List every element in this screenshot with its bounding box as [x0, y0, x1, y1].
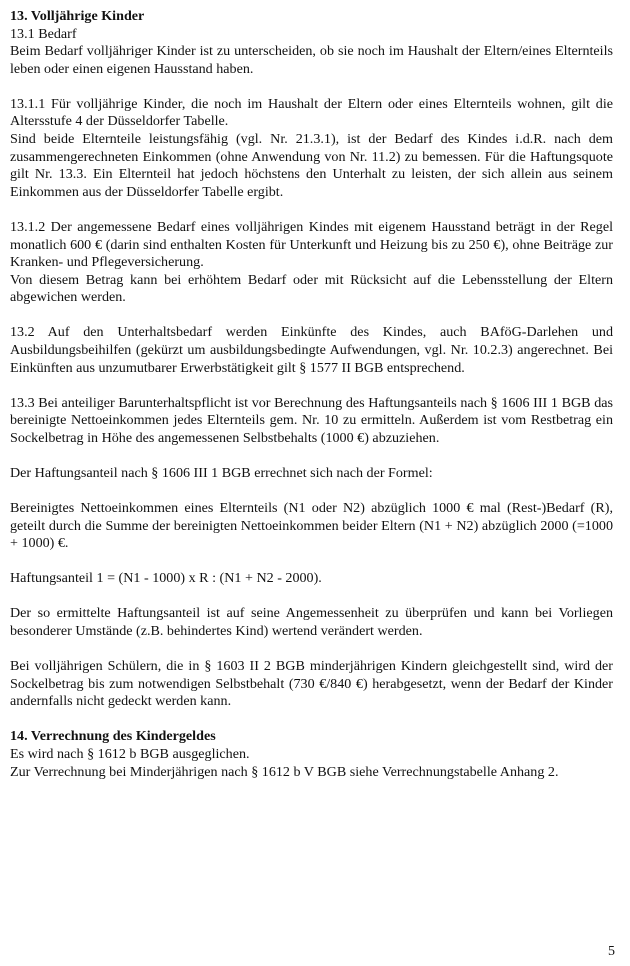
document-page: [10, 8, 613, 781]
section-14-heading: 14. Verrechnung des Kindergeldes: [10, 728, 216, 745]
section-13-intro-paragraph: Beim Bedarf volljähriger Kinder ist zu unterscheiden, ob sie noch im Haushalt der Eltern/eines Elternteils leben oder einen eigenen Hausstand haben.: [10, 43, 613, 77]
paragraph-formula-intro: Der Haftungsanteil nach § 1606 III 1 BGB errechnet sich nach der Formel:: [10, 464, 433, 481]
paragraph-formula-description: Bereinigtes Nettoeinkommen eines Elternteils (N1 oder N2) abzüglich 1000 € mal (Rest-)Bedarf (R), geteilt durch die Summe der bereinigten Nettoeinkommen beider Eltern (N1 + N2) abzüglich 2000 (=1000 + 1000) €.: [10, 500, 613, 552]
paragraph-13-3: 13.3 Bei anteiliger Barunterhaltspflicht ist vor Berechnung des Haftungsanteils nach § 1606 III 1 BGB das bereinigte Nettoeinkommen jedes Elternteils gem. Nr. 10 zu ermitteln. Außerdem ist vom Restbetrag ein Sockelbetrag in Höhe des angemessenen Selbstbehalts (1000 €) abzuziehen.: [10, 394, 613, 446]
paragraph-13-1-2-b: Von diesem Betrag kann bei erhöhtem Bedarf oder mit Rücksicht auf die Lebensstellung der Eltern abgewichen werden.: [10, 271, 613, 306]
page-number: 5: [608, 944, 615, 959]
paragraph-appropriateness-check: Der so ermittelte Haftungsanteil ist auf seine Angemessenheit zu überprüfen und kann bei Vorliegen besonderer Umstände (z.B. behindertes Kind) wertend verändert werden.: [10, 605, 613, 640]
paragraph-13-2: 13.2 Auf den Unterhaltsbedarf werden Einkünfte des Kindes, auch BAföG-Darlehen und Ausbildungsbeihilfen (gekürzt um ausbildungsbedingte Aufwendungen, vgl. Nr. 10.2.3) angerechnet. Bei Einkünften aus unzumutbarer Erwerbstätigkeit gilt § 1577 II BGB entsprechend.: [10, 324, 613, 376]
section-13-1-subheading: 13.1 Bedarf: [10, 25, 77, 42]
section-13-heading: 13. Volljährige Kinder: [10, 8, 145, 24]
paragraph-13-1-2-a: 13.1.2 Der angemessene Bedarf eines volljährigen Kindes mit eigenem Hausstand beträgt in der Regel monatlich 600 € (darin sind enthalten Kosten für Unterkunft und Heizung bis zu 250 €), ohne Beiträge zur Kranken- und Pflegeversicherung.: [10, 218, 613, 271]
section-14-line-2: Zur Verrechnung bei Minderjährigen nach § 1612 b V BGB siehe Verrechnungstabelle Anhang 2.: [10, 763, 559, 780]
paragraph-13-1-1-b: Sind beide Elternteile leistungsfähig (vgl. Nr. 21.3.1), ist der Bedarf des Kindes i.d.R. nach dem zusammengerechneten Einkommen (ohne Anwendung von Nr. 11.2) zu bemessen. Für die Haftungsquote gilt Nr. 13.3. Ein Elternteil hat jedoch höchstens den Unterhalt zu leisten, der sich allein aus seinem Einkommen aus der Düsseldorfer Tabelle ergibt.: [10, 131, 613, 200]
paragraph-formula: Haftungsanteil 1 = (N1 - 1000) x R : (N1 + N2 - 2000).: [10, 570, 322, 587]
paragraph-students: Bei volljährigen Schülern, die in § 1603 II 2 BGB minderjährigen Kindern gleichgestellt sind, wird der Sockelbetrag bis zum notwendigen Selbstbehalt (730 €/840 €) herabgesetzt, wenn der Bedarf der Kinder andernfalls nicht gedeckt werden kann.: [10, 658, 613, 710]
paragraph-13-1-1-a: 13.1.1 Für volljährige Kinder, die noch im Haushalt der Eltern oder eines Elternteils wohnen, gilt die Altersstufe 4 der Düsseldorfer Tabelle.: [10, 95, 613, 130]
section-14-line-1: Es wird nach § 1612 b BGB ausgeglichen.: [10, 746, 250, 762]
